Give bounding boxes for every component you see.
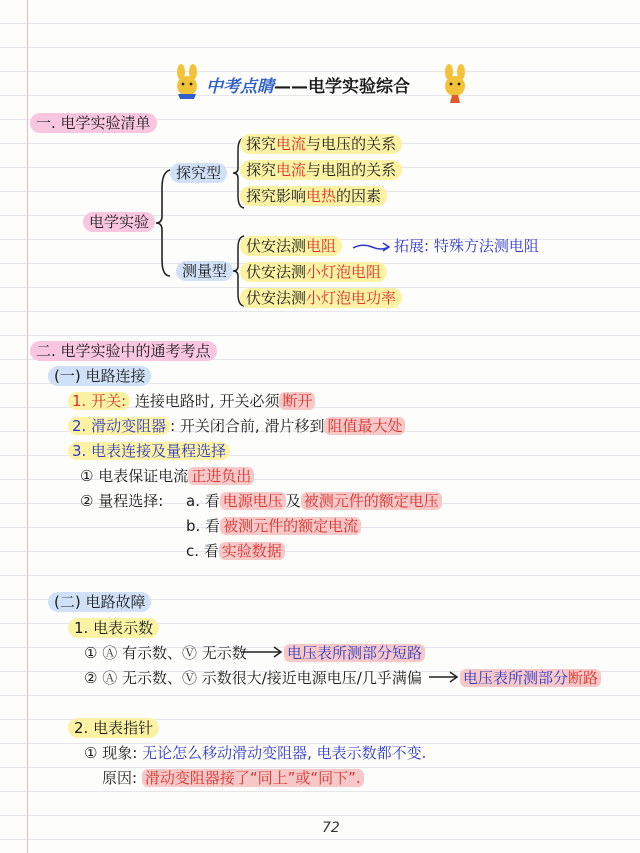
explore-item-2 — [240, 160, 402, 180]
measure-item-2 — [240, 262, 387, 282]
explore-item-3 — [240, 186, 387, 206]
range-a-hl1: 电源电压 — [220, 492, 286, 510]
explore-item-1-hl: 电流 — [276, 135, 307, 153]
sub2-label: (二) 电路故障 — [48, 592, 151, 612]
section2-heading: 二. 电学实验中的通考考点 — [30, 341, 217, 361]
explore-item-1-post: 的关系 — [351, 135, 397, 153]
measure-item-3-pre: 伏安法测 — [246, 289, 307, 307]
measure-item-1-pre: 伏安法测 — [246, 237, 307, 255]
range-c-pre: c. 看 — [186, 542, 219, 560]
phenomenon-label: ① 现象: — [84, 744, 138, 762]
explore-label: 探究型 — [170, 163, 227, 183]
title-left: 中考点睛 — [206, 77, 274, 97]
explore-item-1-pre: 探究 — [246, 135, 277, 153]
explore-item-3-pre: 探究影响 — [246, 187, 307, 205]
arrow-icon-fault2 — [428, 671, 458, 683]
bunny-icon-right — [440, 64, 470, 104]
fault-row2-text: ② Ⓐ 无示数、Ⓥ 示数很大/接近电源电压/几乎满偏 — [84, 669, 422, 687]
fault-row1-result — [284, 643, 425, 663]
explore-item-2-hl2: 电阻 — [321, 161, 352, 179]
measure-extend: 拓展: 特殊方法测电阻 — [394, 237, 539, 255]
arrow-icon-extend — [352, 241, 390, 253]
sub1-item3 — [68, 441, 230, 461]
fault-row1-text: ① Ⓐ 有示数、Ⓥ 无示数 — [84, 644, 247, 662]
pointer-phenomenon — [84, 743, 426, 763]
measure-item-2-hl: 小灯泡电阻 — [306, 263, 382, 281]
fault-row2-result-hl: 断路 — [568, 669, 599, 687]
meter-point1-hl: 正进负出 — [188, 467, 254, 485]
switch-hl: 断开 — [279, 392, 315, 410]
title-right: 电学实验综合 — [308, 77, 410, 97]
explore-item-1 — [240, 134, 402, 154]
measure-item-1 — [240, 236, 342, 256]
explore-item-1-mid: 与 — [306, 135, 322, 153]
measure-item-3 — [240, 288, 402, 308]
meter-point1 — [80, 466, 254, 486]
pointer-cause — [102, 768, 364, 788]
range-b-pre: b. 看 — [186, 517, 221, 535]
cause-label: 原因: — [102, 769, 138, 787]
range-a-mid: 及 — [285, 492, 301, 510]
section1-heading: 一. 电学实验清单 — [30, 113, 157, 133]
measure-item-1-hl: 电阻 — [306, 237, 337, 255]
pointer-label: 2. 电表指针 — [68, 718, 159, 738]
title-dash: —— — [274, 77, 308, 97]
bunny-icon-left — [172, 64, 202, 100]
page-title — [206, 72, 410, 97]
fault-row1-result-text: 电压表所测部分短路 — [284, 644, 425, 662]
range-a-hl2: 被测元件的额定电压 — [301, 492, 442, 510]
meter-range-label: 3. 电表连接及量程选择 — [68, 442, 230, 460]
explore-item-2-mid: 与 — [306, 161, 322, 179]
arrow-icon-fault1 — [240, 646, 282, 658]
sub1-item1 — [68, 391, 315, 411]
measure-item-3-hl: 小灯泡电功率 — [306, 289, 397, 307]
phenomenon-text: 无论怎么移动滑动变阻器, 电表示数都不变. — [142, 744, 427, 762]
explore-item-3-post: 的因素 — [336, 187, 382, 205]
meter-point1-text: ① 电表保证电流 — [80, 467, 189, 485]
fault-row1 — [84, 643, 247, 663]
measure-label: 测量型 — [176, 261, 233, 281]
explore-item-2-hl: 电流 — [276, 161, 307, 179]
rheostat-text: : 开关闭合前, 滑片移到 — [170, 417, 325, 435]
range-b-hl: 被测元件的额定电流 — [220, 517, 361, 535]
fault-row2 — [84, 668, 422, 688]
page-number: 72 — [322, 820, 340, 836]
explore-item-3-hl: 电热 — [306, 187, 337, 205]
switch-label: 1. 开关: — [68, 392, 130, 410]
rheostat-label: 2. 滑动变阻器 — [68, 417, 170, 435]
rheostat-hl: 阻值最大处 — [324, 417, 405, 435]
root-experiments: 电学实验 — [83, 212, 155, 232]
explore-item-1-hl2: 电压 — [321, 135, 352, 153]
margin-line — [27, 0, 28, 853]
brace-root — [154, 168, 174, 278]
explore-item-2-post: 的关系 — [351, 161, 397, 179]
sub1-item2 — [68, 416, 405, 436]
range-c-hl: 实验数据 — [219, 542, 285, 560]
fault-row2-result-box — [460, 669, 601, 687]
range-a-pre: a. 看 — [186, 492, 220, 510]
meter-point2-label: ② 量程选择: — [80, 492, 164, 510]
fault-row2-result-pre: 电压表所测部分 — [463, 669, 569, 687]
explore-item-2-pre: 探究 — [246, 161, 277, 179]
measure-item-2-pre: 伏安法测 — [246, 263, 307, 281]
sub1-label: (一) 电路连接 — [48, 366, 151, 386]
fault-row2-result — [460, 668, 601, 688]
switch-text: 连接电路时, 开关必须 — [134, 392, 280, 410]
range-b — [186, 516, 361, 536]
cause-text: 滑动变阻器接了“同上”或“同下”. — [142, 769, 364, 787]
range-a — [186, 491, 442, 511]
range-c — [186, 541, 285, 561]
meter-reading-label: 1. 电表示数 — [68, 618, 159, 638]
